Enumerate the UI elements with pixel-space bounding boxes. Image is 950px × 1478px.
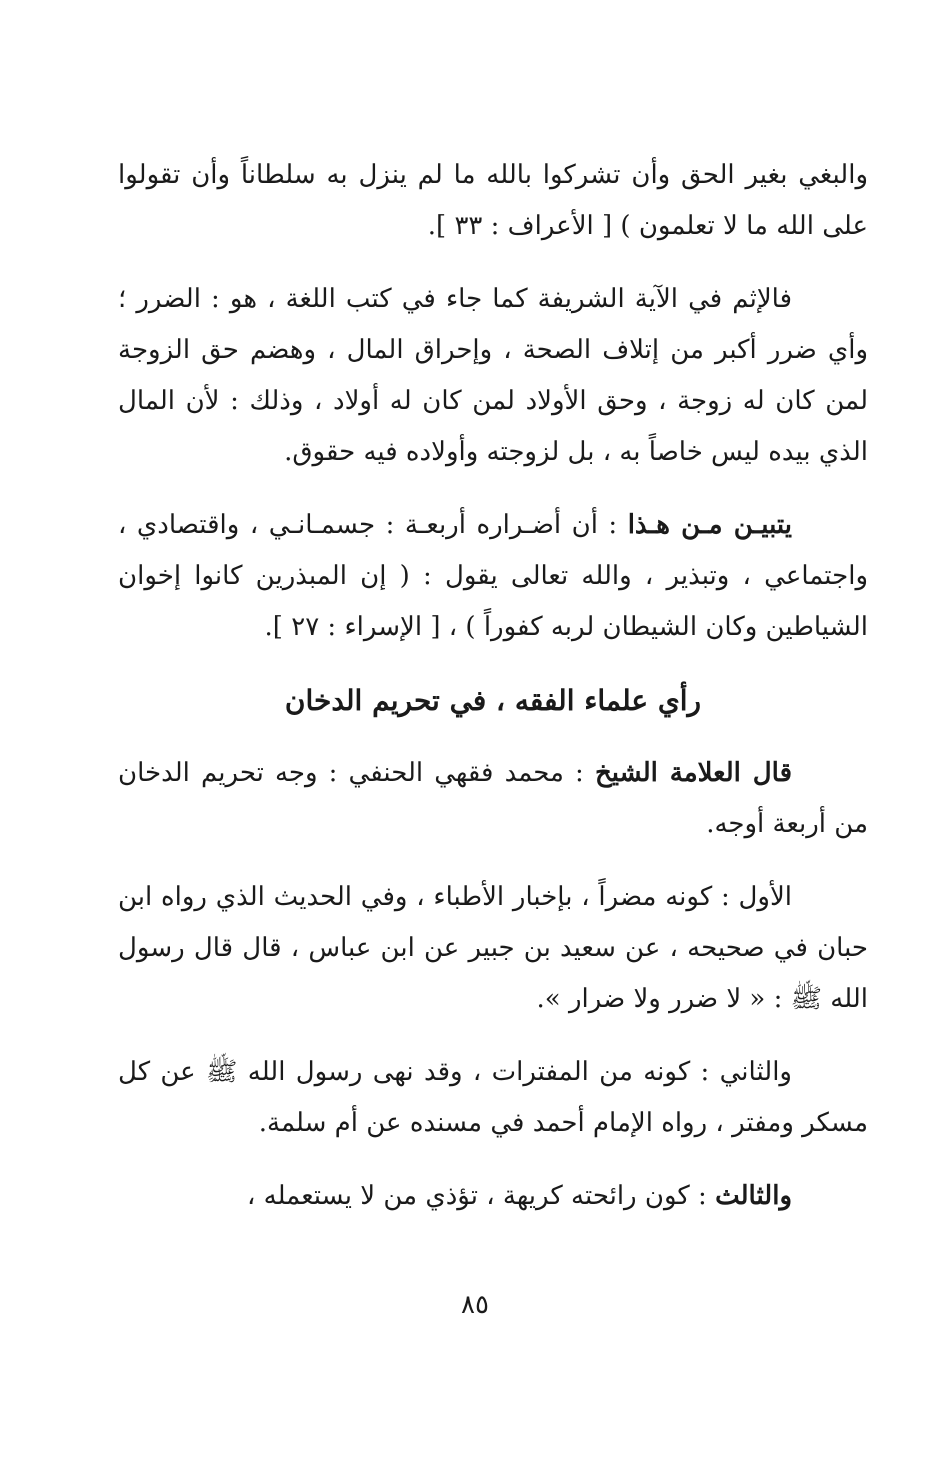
paragraph-6	[118, 1047, 868, 1149]
paragraph-6-text: والثاني : كونه من المفترات ، وقد نهى رسول الله ﷺ عن كل مسكر ومفتر ، رواه الإمام أحمد في مسنده عن أم سلمة.	[118, 1057, 868, 1138]
paragraph-2	[118, 274, 868, 478]
paragraph-7-lead: والثالث	[715, 1181, 792, 1211]
paragraph-2-text: فالإثم في الآية الشريفة كما جاء في كتب اللغة ، هو : الضرر ؛ وأي ضرر أكبر من إتلاف الصحة ، وإحراق المال ، وهضم حق الزوجة لمن كان له زوجة ، وحق الأولاد لمن كان له أولاد ، وذلك : لأن المال الذي بيده ليس خاصاً به ، بل لزوجته وأولاده فيه حقوق.	[118, 284, 868, 467]
section-heading: رأي علماء الفقه ، في تحريم الدخان	[284, 684, 702, 717]
paragraph-3-lead: يتبيـن مـن هـذا	[627, 510, 792, 540]
paragraph-4	[118, 748, 868, 850]
paragraph-5-text: الأول : كونه مضراً ، بإخبار الأطباء ، وفي الحديث الذي رواه ابن حبان في صحيحه ، عن سعيد بن جبير عن ابن عباس ، قال قال رسول الله ﷺ : « لا ضرر ولا ضرار ».	[118, 882, 869, 1014]
paragraph-1-text: والبغي بغير الحق وأن تشركوا بالله ما لم ينزل به سلطاناً وأن تقولوا على الله ما لا تعلمون ) [ الأعراف : ٣٣ ].	[118, 160, 868, 241]
page-number: ٨٥	[461, 1290, 489, 1320]
page-body	[118, 150, 868, 1244]
paragraph-5	[118, 872, 868, 1025]
paragraph-7	[118, 1171, 868, 1222]
paragraph-7-text: : كون رائحته كريهة ، تؤذي من لا يستعمله ،	[246, 1181, 716, 1211]
paragraph-3	[118, 500, 868, 653]
paragraph-4-text: : محمد فقهي الحنفي : وجه تحريم الدخان من أربعة أوجه.	[118, 758, 868, 839]
paragraph-3-text: : أن أضـراره أربعـة : جسمـانـي ، واقتصادي ، واجتماعي ، وتبذير ، والله تعالى يقول : ( إن المبذرين كانوا إخوان الشياطين وكان الشيطان لربه كفوراً ) ، [ الإسراء : ٢٧ ].	[118, 510, 868, 642]
paragraph-1	[118, 150, 868, 252]
paragraph-4-lead: قال العلامة الشيخ	[594, 758, 792, 788]
